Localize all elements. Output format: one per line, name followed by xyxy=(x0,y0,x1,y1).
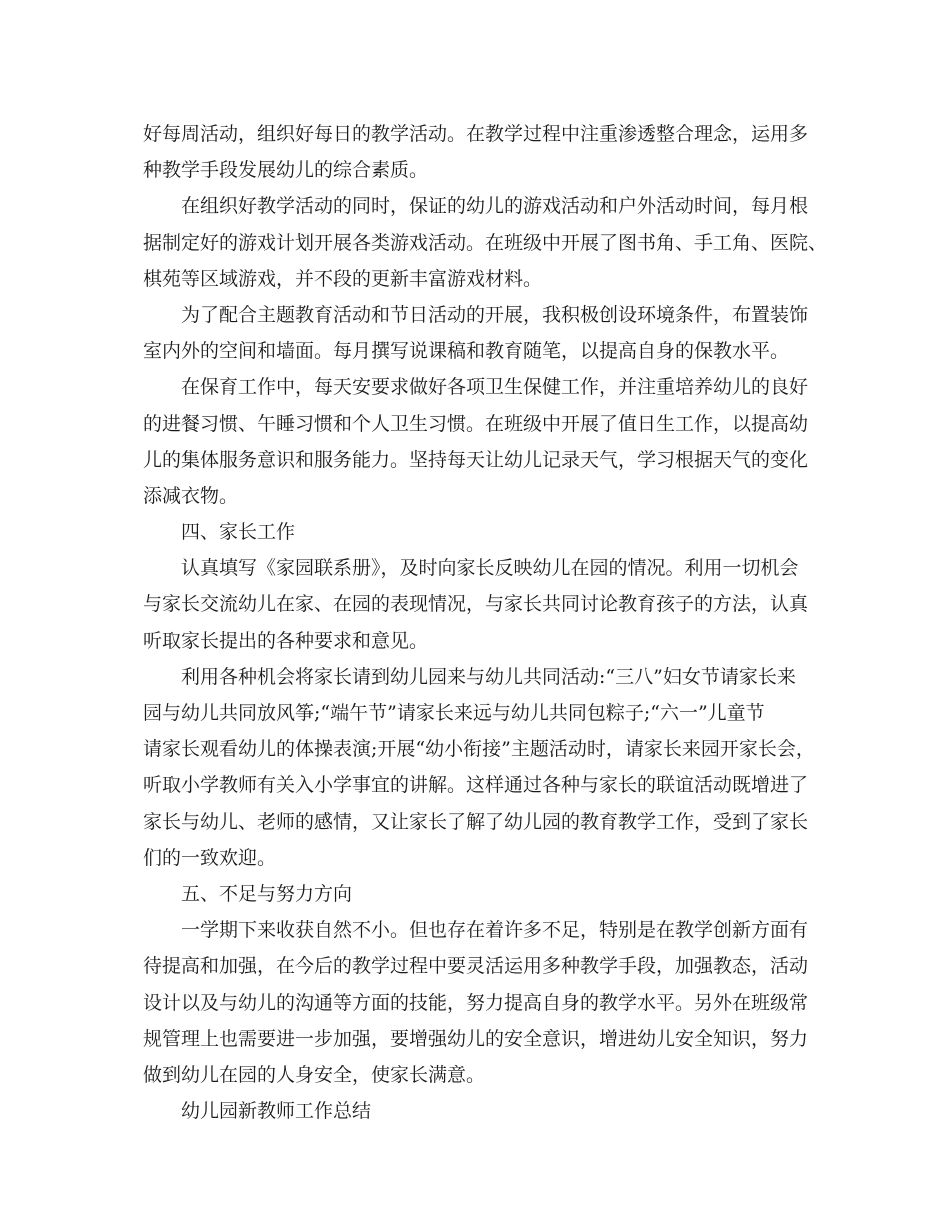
text-line-2: 种教学手段发展幼儿的综合素质。 xyxy=(143,159,429,182)
text-line-6: 为了配合主题教育活动和节日活动的开展，我积极创设环境条件，布置装饰 xyxy=(181,303,809,326)
document-body xyxy=(143,116,828,1129)
text-line-5: 棋苑等区域游戏，并不段的更新丰富游戏材料。 xyxy=(143,267,543,290)
text-line-3: 在组织好教学活动的同时，保证的幼儿的游戏活动和户外活动时间，每月根 xyxy=(181,195,809,218)
text-line-17: 园与幼儿共同放风筝;“端午节”请家长来远与幼儿共同包粽子;“六一”儿童节 xyxy=(143,702,765,724)
text-line-27: 做到幼儿在园的人身安全，使家长满意。 xyxy=(143,1063,486,1086)
text-line-9: 的进餐习惯、午睡习惯和个人卫生习惯。在班级中开展了值日生工作，以提高幼 xyxy=(143,412,809,435)
text-line-21: 们的一致欢迎。 xyxy=(143,846,277,869)
text-line-1: 好每周活动，组织好每日的教学活动。在教学过程中注重渗透整合理念，运用多 xyxy=(143,123,809,145)
text-line-24: 待提高和加强，在今后的教学过程中要灵活运用多种教学手段，加强教态，活动 xyxy=(143,955,809,978)
text-line-18: 请家长观看幼儿的体操表演;开展“幼小衔接”主题活动时，请家长来园开家长会， xyxy=(143,738,815,761)
text-line-16: 利用各种机会将家长请到幼儿园来与幼儿共同活动:“三八”妇女节请家长来 xyxy=(181,665,796,688)
text-line-14: 与家长交流幼儿在家、在园的表现情况，与家长共同讨论教育孩子的方法，认真 xyxy=(143,593,809,616)
text-line-7: 室内外的空间和墙面。每月撰写说课稿和教育随笔，以提高自身的保教水平。 xyxy=(143,340,790,363)
section-heading-shortcomings: 五、不足与努力方向 xyxy=(181,882,353,905)
document-title-next: 幼儿园新教师工作总结 xyxy=(181,1100,372,1123)
text-line-10: 儿的集体服务意识和服务能力。坚持每天让幼儿记录天气，学习根据天气的变化 xyxy=(143,448,809,471)
text-line-8: 在保育工作中，每天安要求做好各项卫生保健工作，并注重培养幼儿的良好 xyxy=(181,376,809,399)
text-line-11: 添减衣物。 xyxy=(143,484,239,507)
text-line-20: 家长与幼儿、老师的感情，又让家长了解了幼儿园的教育教学工作，受到了家长 xyxy=(143,810,809,833)
text-line-4: 据制定好的游戏计划开展各类游戏活动。在班级中开展了图书角、手工角、医院、 xyxy=(143,231,828,254)
text-line-13: 认真填写《家园联系册》，及时向家长反映幼儿在园的情况。利用一切机会 xyxy=(181,557,799,580)
text-line-26: 规管理上也需要进一步加强，要增强幼儿的安全意识，增进幼儿安全知识，努力 xyxy=(143,1027,809,1050)
text-line-15: 听取家长提出的各种要求和意见。 xyxy=(143,629,429,652)
text-line-25: 设计以及与幼儿的沟通等方面的技能，努力提高自身的教学水平。另外在班级常 xyxy=(143,991,809,1014)
text-line-23: 一学期下来收获自然不小。但也存在着许多不足，特别是在教学创新方面有 xyxy=(181,919,809,942)
section-heading-family-work: 四、家长工作 xyxy=(181,521,296,544)
text-line-19: 听取小学教师有关入小学事宜的讲解。这样通过各种与家长的联谊活动既增进了 xyxy=(143,774,809,797)
